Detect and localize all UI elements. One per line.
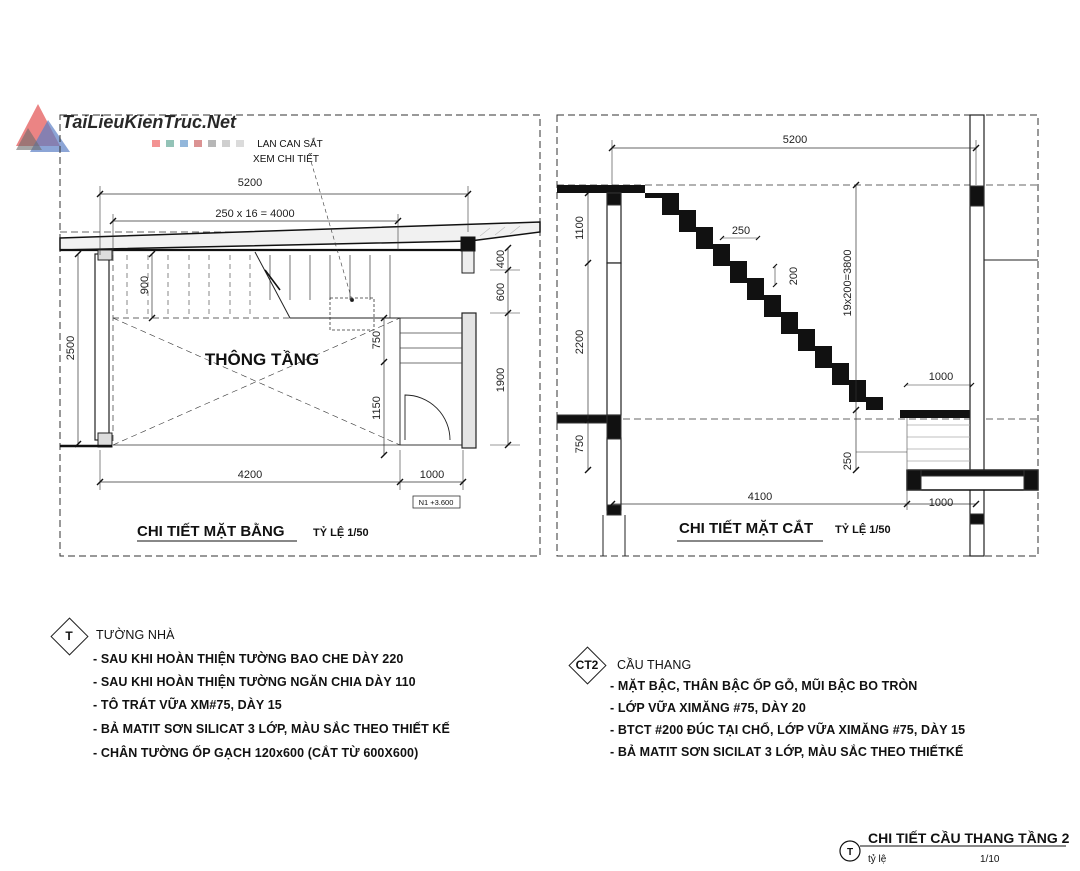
- plan-dim-left-900: 900: [139, 275, 151, 295]
- plan-title: CHI TIẾT MẶT BẰNG: [137, 523, 285, 540]
- plan-room-label: THÔNG TẦNG: [204, 350, 320, 369]
- watermark-logo: [16, 104, 244, 152]
- section-title: CHI TIẾT MẶT CẮT: [679, 520, 814, 537]
- sheet-scale-label: tỷ lệ: [868, 854, 887, 865]
- section-view: [557, 115, 1038, 556]
- wall-notes-title: TƯỜNG NHÀ: [96, 628, 175, 642]
- plan-dim-top-total: 5200: [237, 177, 263, 189]
- section-dim-step-250: 250: [842, 451, 854, 471]
- sheet-tag: T: [846, 847, 854, 858]
- plan-dim-bottom-right: 1000: [419, 469, 445, 481]
- plan-view: [60, 115, 540, 556]
- section-texts: [574, 134, 953, 537]
- section-dim-rise-total: 19x200=3800: [842, 249, 854, 317]
- plan-dim-right-600: 600: [495, 282, 507, 302]
- wall-note-item: - TÔ TRÁT VỮA XM#75, DÀY 15: [93, 698, 282, 712]
- sheet-scale-value: 1/10: [980, 854, 1000, 865]
- stair-note-item: - MẶT BẬC, THÂN BẬC ỐP GỖ, MŨI BẬC BO TRÒN: [610, 679, 918, 693]
- section-dim-landing: 1000: [928, 371, 954, 383]
- sheet-title: CHI TIẾT CẦU THANG TẦNG 2: [868, 830, 1070, 846]
- plan-dim-bottom-left: 4200: [237, 469, 263, 481]
- sheet-title-block: [840, 830, 1070, 865]
- plan-dim-right-1900: 1900: [495, 367, 507, 393]
- plan-level-tag: N1 +3.600: [418, 498, 454, 507]
- section-dim-bottom-left: 4100: [747, 491, 773, 503]
- plan-scale: TỶ LỆ 1/50: [313, 527, 369, 539]
- section-dim-left-750: 750: [574, 434, 586, 454]
- plan-dim-mid-750: 750: [371, 330, 383, 350]
- plan-dim-right-400: 400: [495, 249, 507, 269]
- stair-note-item: - LỚP VỮA XIMĂNG #75, DÀY 20: [610, 701, 806, 715]
- railing-note-1: LAN CAN SẮT: [257, 139, 323, 150]
- plan-dim-steps: 250 x 16 = 4000: [215, 208, 295, 220]
- stair-notes-title: CẦU THANG: [617, 658, 692, 672]
- section-dim-left-2200: 2200: [574, 329, 586, 355]
- section-dim-tread: 250: [731, 225, 751, 237]
- wall-note-item: - SAU KHI HOÀN THIỆN TƯỜNG NGĂN CHIA DÀY 110: [93, 675, 416, 689]
- wall-note-item: - CHÂN TƯỜNG ỐP GẠCH 120x600 (CẮT TỪ 600X600): [93, 746, 419, 760]
- section-scale: TỶ LỆ 1/50: [835, 524, 891, 536]
- plan-texts: [65, 137, 507, 540]
- section-dim-top-total: 5200: [782, 134, 808, 146]
- section-dim-left-1100: 1100: [574, 216, 586, 240]
- wall-notes-tag-text: T: [65, 629, 73, 643]
- wall-note-item: - BẢ MATIT SƠN SILICAT 3 LỚP, MÀU SẮC THEO THIẾT KẾ: [93, 722, 450, 736]
- section-dim-bottom-right: 1000: [928, 497, 954, 509]
- wall-notes-tag: [52, 619, 86, 653]
- section-dim-riser: 200: [788, 266, 800, 286]
- stair-notes-tag: [570, 648, 604, 682]
- wall-note-item: - SAU KHI HOÀN THIỆN TƯỜNG BAO CHE DÀY 220: [93, 652, 404, 666]
- stair-note-item: - BẢ MATIT SƠN SICILAT 3 LỚP, MÀU SẮC THEO THIẾTKẾ: [610, 745, 964, 759]
- railing-note-2: XEM CHI TIẾT: [253, 154, 319, 165]
- plan-dim-mid-1150: 1150: [371, 396, 383, 420]
- stair-notes-tag-text: CT2: [575, 658, 599, 672]
- plan-dim-left-2500: 2500: [65, 335, 77, 361]
- watermark-text: TaiLieuKienTruc.Net: [62, 112, 237, 132]
- stair-note-item: - BTCT #200 ĐÚC TẠI CHỔ, LỚP VỮA XIMĂNG #75, DÀY 15: [610, 723, 966, 737]
